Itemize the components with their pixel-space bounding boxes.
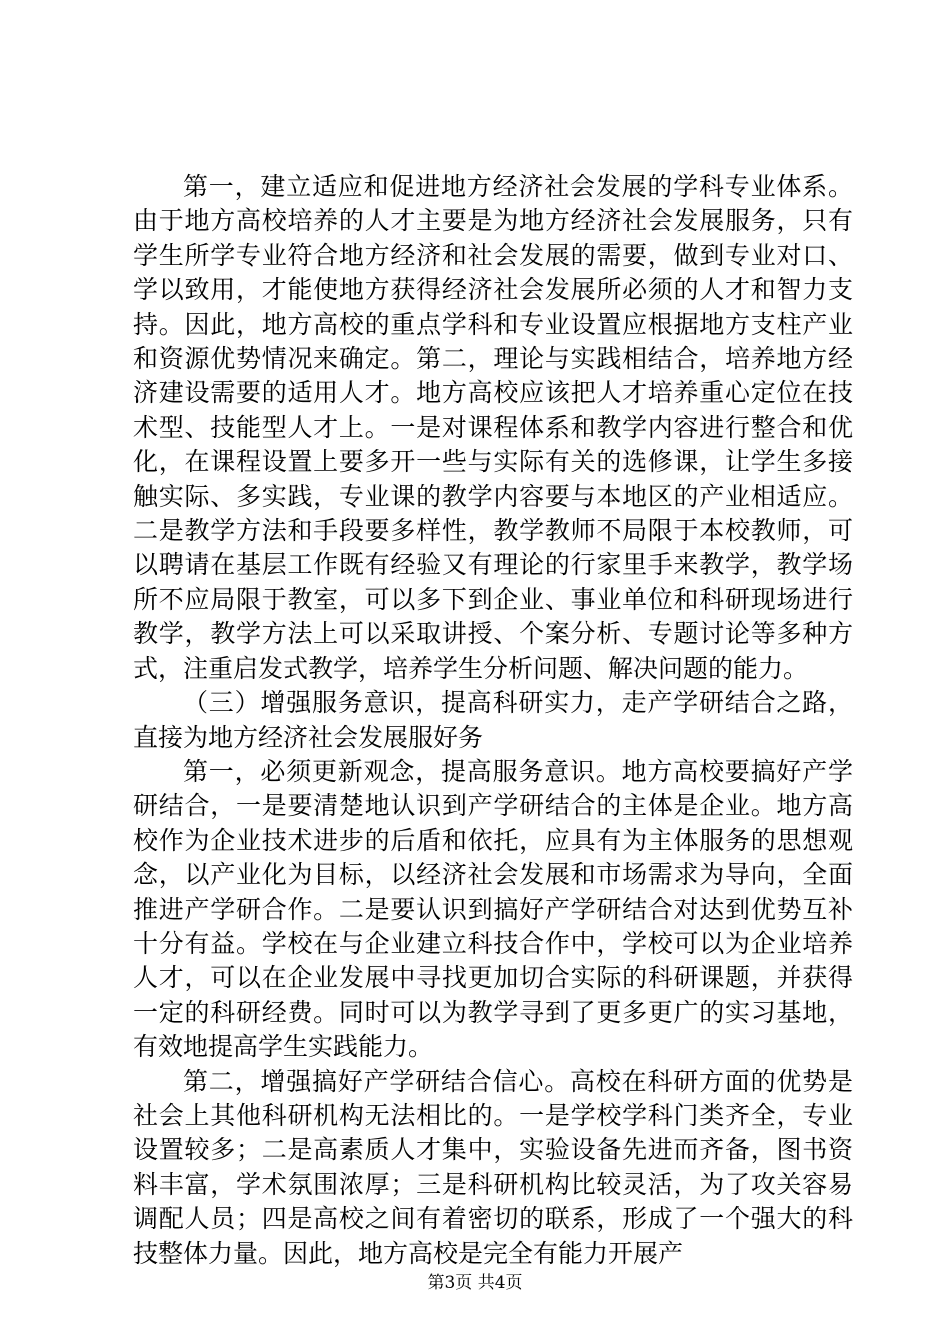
paragraph-4: 第二，增强搞好产学研结合信心。高校在科研方面的优势是社会上其他科研机构无法相比的。一是学校学科门类齐全，专业设置较多；二是高素质人才集中，实验设备先进而齐备，图书资料丰富，学术氛围浓厚；三是科研机构比较灵活，为了攻关容易调配人员；四是高校之间有着密切的联系，形成了一个强大的科技整体力量。因此，地方高校是完全有能力开展产 [133, 1066, 853, 1268]
paragraph-3: 第一，必须更新观念，提高服务意识。地方高校要搞好产学研结合，一是要清楚地认识到产学研结合的主体是企业。地方高校作为企业技术进步的后盾和依托，应具有为主体服务的思想观念，以产业化为目标，以经济社会发展和市场需求为导向，全面推进产学研合作。二是要认识到搞好产学研结合对达到优势互补十分有益。学校在与企业建立科技合作中，学校可以为企业培养人才，可以在企业发展中寻找更加切合实际的科研课题，并获得一定的科研经费。同时可以为教学寻到了更多更广的实习基地，有效地提高学生实践能力。 [133, 756, 853, 1062]
paragraph-1: 第一，建立适应和促进地方经济社会发展的学科专业体系。由于地方高校培养的人才主要是为地方经济社会发展服务，只有学生所学专业符合地方经济和社会发展的需要，做到专业对口、学以致用，才能使地方获得经济社会发展所必须的人才和智力支持。因此，地方高校的重点学科和专业设置应根据地方支柱产业和资源优势情况来确定。第二，理论与实践相结合，培养地方经济建设需要的适用人才。地方高校应该把人才培养重心定位在技术型、技能型人才上。一是对课程体系和教学内容进行整合和优化，在课程设置上要多开一些与实际有关的选修课，让学生多接触实际、多实践，专业课的教学内容要与本地区的产业相适应。二是教学方法和手段要多样性，教学教师不局限于本校教师，可以聘请在基层工作既有经验又有理论的行家里手来教学，教学场所不应局限于教室，可以多下到企业、事业单位和科研现场进行教学，教学方法上可以采取讲授、个案分析、专题讨论等多种方式，注重启发式教学，培养学生分析问题、解决问题的能力。 [133, 172, 853, 683]
paragraph-2-section-heading: （三）增强服务意识，提高科研实力，走产学研结合之路，直接为地方经济社会发展服好务 [133, 688, 853, 752]
document-body [133, 170, 853, 1271]
page-footer: 第3页 共4页 [427, 1273, 523, 1293]
